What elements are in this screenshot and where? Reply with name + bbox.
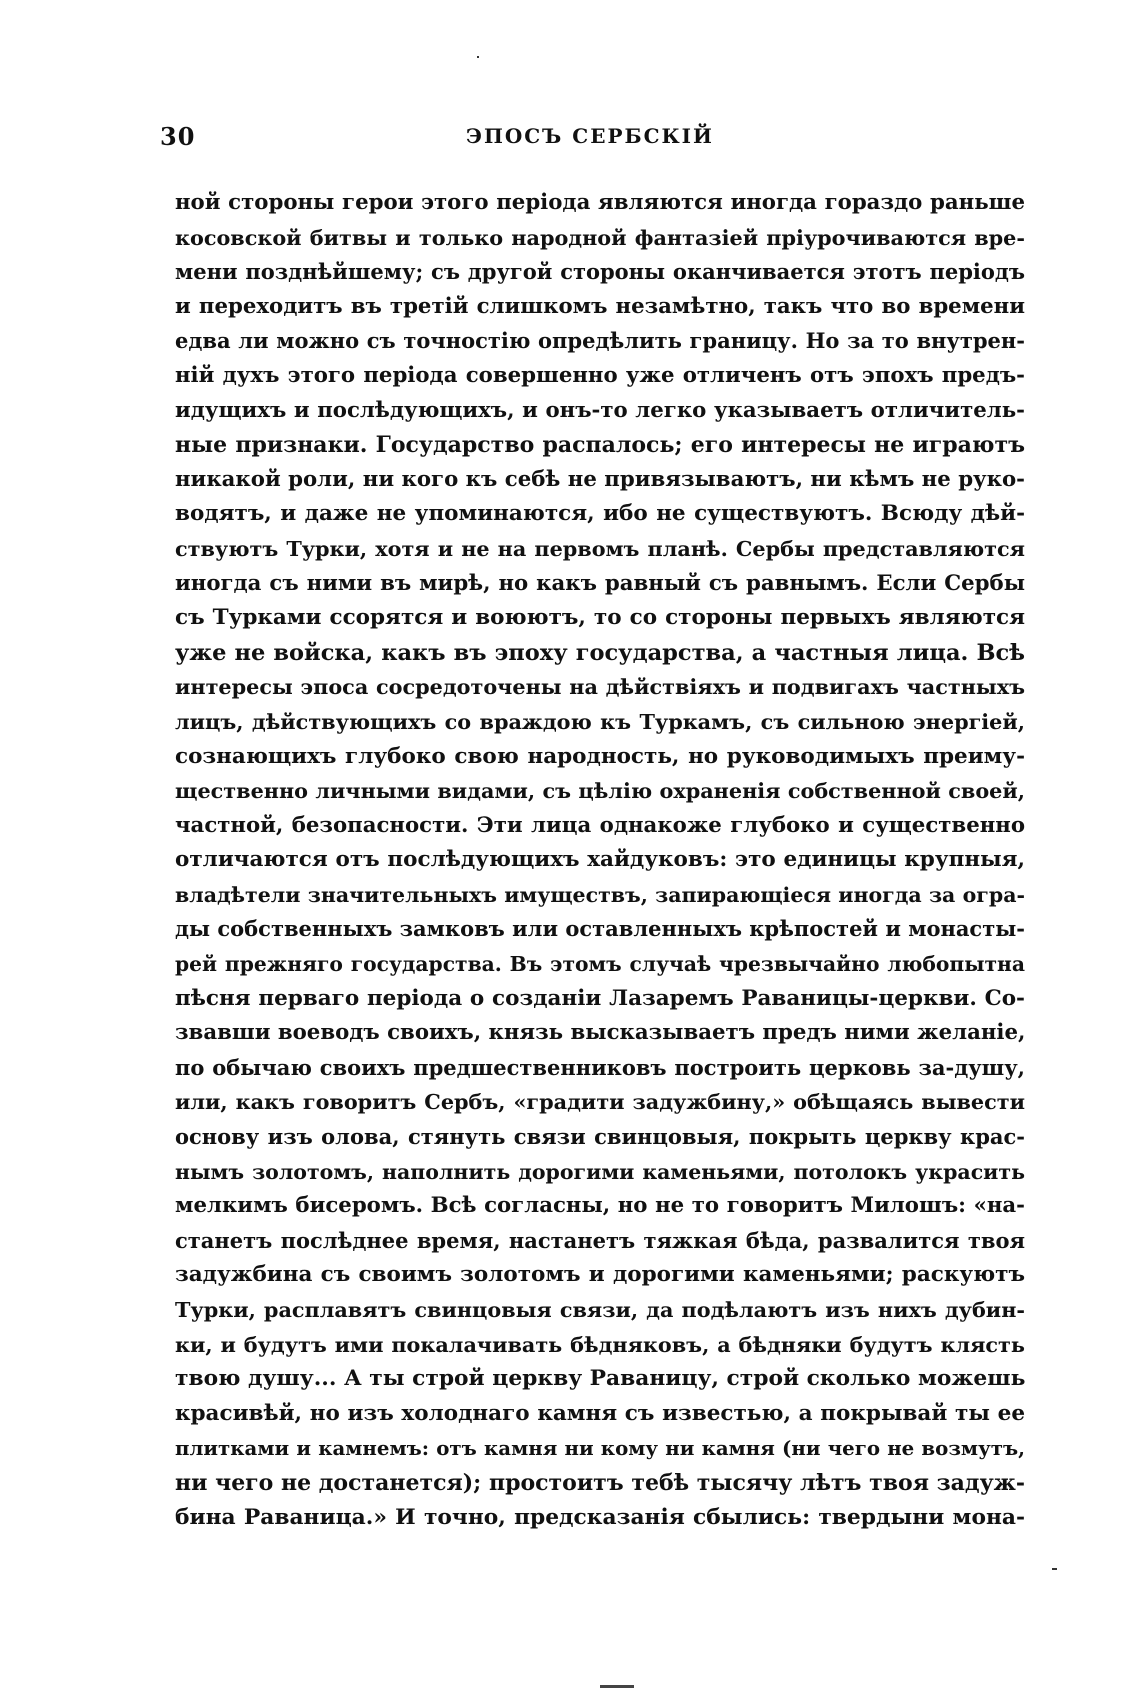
text-line: ствуютъ Турки, хотя и не на первомъ планѣ. Сербы представляются bbox=[175, 536, 1025, 561]
text-line: частной, безопасности. Эти лица однакоже глубоко и существенно bbox=[175, 812, 1025, 838]
text-line: едва ли можно съ точностію опредѣлить границу. Но за то внутрен- bbox=[175, 328, 1025, 354]
text-line: ной стороны герои этого періода являются иногда гораздо раньше bbox=[175, 190, 1025, 215]
text-line: или, какъ говоритъ Сербъ, «градити задужбину,» обѣщаясь вывести bbox=[175, 1090, 1025, 1115]
text-line: рей прежняго государства. Въ этомъ случаѣ чрезвычайно любопытна bbox=[175, 952, 1025, 977]
text-line: основу изъ олова, стянуть связи свинцовыя, покрыть церкву крас- bbox=[175, 1124, 1025, 1150]
text-line: водятъ, и даже не упоминаются, ибо не существуютъ. Всюду дѣй- bbox=[175, 501, 1025, 527]
text-line: плитками и камнемъ: отъ камня ни кому ни камня (ни чего не возмутъ, bbox=[175, 1436, 1025, 1461]
text-line: косовской битвы и только народной фантазіей пріурочиваются вре- bbox=[175, 225, 1025, 250]
text-line: интересы эпоса сосредоточены на дѣйствіяхъ и подвигахъ частныхъ bbox=[175, 675, 1025, 700]
text-line: нымъ золотомъ, наполнить дорогими каменьями, потолокъ украсить bbox=[175, 1159, 1025, 1184]
text-line: ды собственныхъ замковъ или оставленныхъ крѣпостей и монасты- bbox=[175, 916, 1025, 942]
text-line: ки, и будутъ ими покалачивать бѣдняковъ, а бѣдняки будутъ клясть bbox=[175, 1332, 1025, 1357]
text-line: твою душу... А ты строй церкву Раваницу, строй сколько можешь bbox=[175, 1366, 1025, 1392]
text-line: и переходитъ въ третій слишкомъ незамѣтно, такъ что во времени bbox=[175, 293, 1025, 319]
text-line: по обычаю своихъ предшественниковъ построить церковь за-душу, bbox=[175, 1054, 1025, 1080]
text-line: ній духъ этого періода совершенно уже отличенъ отъ эпохъ предъ- bbox=[175, 362, 1025, 388]
text-line: иногда съ ними въ мирѣ, но какъ равный съ равнымъ. Если Сербы bbox=[175, 570, 1025, 596]
text-line: щественно личными видами, съ цѣлію охраненія собственной своей, bbox=[175, 779, 1025, 804]
scan-speck bbox=[1052, 1568, 1057, 1570]
text-line: съ Турками ссорятся и воюютъ, то со стороны первыхъ являются bbox=[175, 605, 1025, 631]
page-number: 30 bbox=[160, 122, 196, 151]
text-line: задужбина съ своимъ золотомъ и дорогими каменьями; раскуютъ bbox=[175, 1262, 1025, 1288]
body-text bbox=[175, 186, 1025, 1535]
text-line: владѣтели значительныхъ имуществъ, запирающіеся иногда за огра- bbox=[175, 882, 1025, 907]
text-line: сознающихъ глубоко свою народность, но руководимыхъ преиму- bbox=[175, 743, 1025, 769]
running-title: ЭПОСЪ СЕРБСКІЙ bbox=[466, 124, 714, 148]
text-line: лицъ, дѣйствующихъ со враждою къ Туркамъ, съ сильною энергіей, bbox=[175, 709, 1025, 734]
text-line: бина Раваница.» И точно, предсказанія сбылись: твердыни мона- bbox=[175, 1504, 1025, 1530]
text-line: мени позднѣйшему; съ другой стороны оканчивается этотъ періодъ bbox=[175, 259, 1025, 285]
text-line: уже не войска, какъ въ эпоху государства, а частныя лица. Всѣ bbox=[175, 639, 1025, 666]
text-line: звавши воеводъ своихъ, князь высказываетъ предъ ними желаніе, bbox=[175, 1020, 1025, 1046]
text-line: мелкимъ бисеромъ. Всѣ согласны, но не то говоритъ Милошъ: «на- bbox=[175, 1193, 1025, 1219]
text-line: Турки, расплавятъ свинцовыя связи, да подѣлаютъ изъ нихъ дубин- bbox=[175, 1298, 1025, 1322]
page-header bbox=[160, 122, 1020, 162]
text-line: пѣсня перваго періода о созданіи Лазаремъ Раваницы-церкви. Со- bbox=[175, 985, 1025, 1011]
text-line: никакой роли, ни кого къ себѣ не привязываютъ, ни кѣмъ не руко- bbox=[175, 466, 1025, 492]
text-line: красивѣй, но изъ холоднаго камня съ известью, а покрывай ты ее bbox=[175, 1400, 1025, 1426]
scan-rule bbox=[600, 1685, 634, 1688]
text-line: станетъ послѣднее время, настанетъ тяжкая бѣда, развалится твоя bbox=[175, 1227, 1025, 1253]
text-line: идущихъ и послѣдующихъ, и онъ-то легко указываетъ отличитель- bbox=[175, 397, 1025, 423]
text-line: ни чего не достанется); простоитъ тебѣ тысячу лѣтъ твоя задуж- bbox=[175, 1469, 1025, 1496]
text-line: ные признаки. Государство распалось; его интересы не играютъ bbox=[175, 432, 1025, 459]
scan-speck bbox=[477, 56, 479, 58]
text-line: отличаются отъ послѣдующихъ хайдуковъ: это единицы крупныя, bbox=[175, 847, 1025, 873]
